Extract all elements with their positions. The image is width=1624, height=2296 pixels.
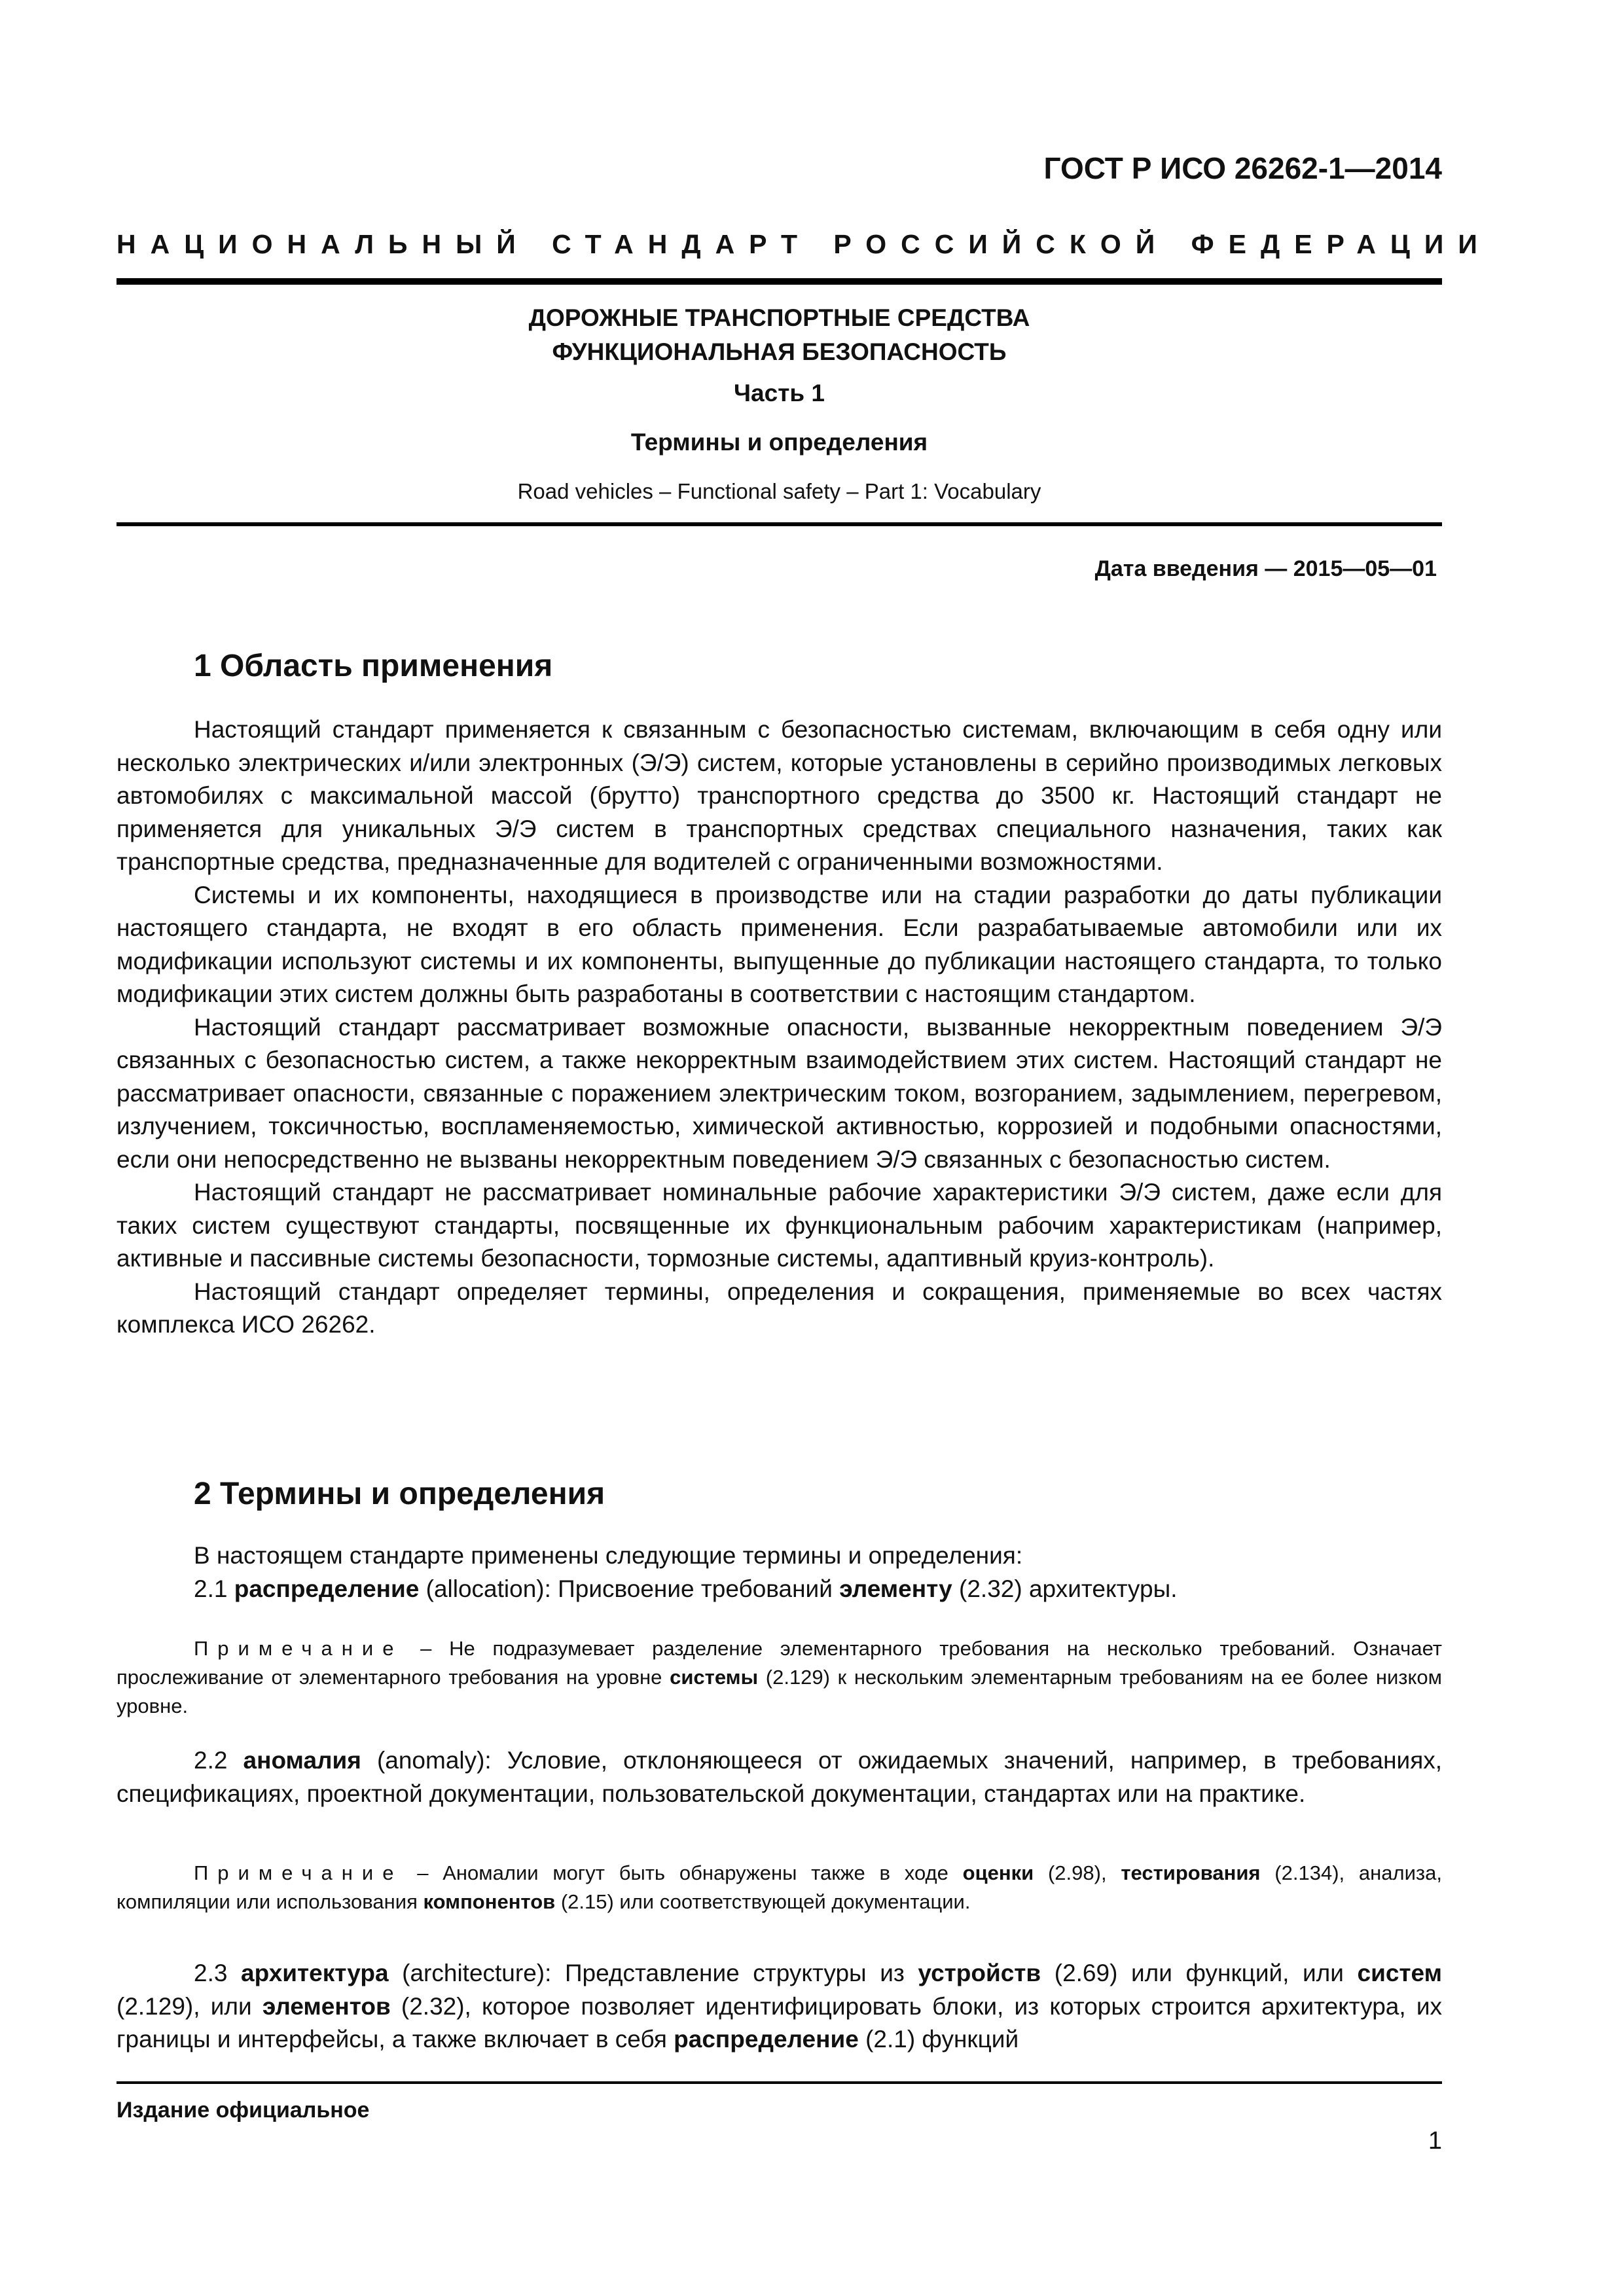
term-2-2 <box>117 1744 1442 1810</box>
term-definition: (anomaly): Условие, отклоняющееся от ожидаемых значений, например, в требованиях, спецификациях, проектной документации, пользовательской документации, стандартах или на практике. <box>117 1747 1443 1807</box>
edition-label: Издание официальное <box>117 2098 370 2123</box>
header-divider <box>117 278 1442 285</box>
term-reference: систем <box>1357 1960 1442 1986</box>
note-text: (2.134), анализа, компиляции или использования <box>117 1861 1442 1913</box>
term-reference: элементу <box>839 1575 952 1602</box>
note-text: – Не подразумевает разделение элементарного требования на несколько требований. Означает прослеживание от элементарного требования на уровне <box>117 1637 1442 1689</box>
scope-paragraph: Настоящий стандарт определяет термины, определения и сокращения, применяемые во всех частях комплекса ИСО 26262. <box>117 1278 1442 1338</box>
note-text: (2.98), <box>1047 1861 1107 1884</box>
note-2-1 <box>117 1634 1442 1721</box>
term-name: аномалия <box>243 1747 361 1774</box>
scope-paragraph: Настоящий стандарт рассматривает возможные опасности, вызванные некорректным поведением Э/Э связанных с безопасностью систем, а также некорректным взаимодействием этих систем. Настоящий стандарт не рассматривает опасности, связанные с поражением электрическим током, возгоранием, задымлением, перегревом, излучением, токсичностью, воспламеняемостью, химической активностью, коррозией и подобными опасностями, если они непосредственно не вызваны некорректным поведением Э/Э связанных с безопасностью систем. <box>117 1013 1442 1173</box>
term-reference: устройств <box>918 1960 1041 1986</box>
note-reference: системы <box>670 1666 759 1689</box>
section-heading-scope: 1 Область применения <box>194 649 553 683</box>
terms-intro-block <box>117 1539 1442 1605</box>
title-divider <box>117 522 1442 526</box>
scope-paragraph: Настоящий стандарт не рассматривает номинальные рабочие характеристики Э/Э систем, даже если для таких систем существуют стандарты, посвященные их функциональным рабочим характеристикам (например, активные и пассивные системы безопасности, тормозные системы, адаптивный круиз-контроль). <box>117 1179 1442 1272</box>
term-definition-tail: (2.32) архитектуры. <box>959 1575 1178 1602</box>
document-title <box>117 301 1442 369</box>
note-2-2 <box>117 1859 1442 1916</box>
term-name: архитектура <box>241 1960 389 1986</box>
term-reference: элементов <box>262 1992 391 2020</box>
term-definition: (2.69) или функций, или <box>1054 1960 1344 1986</box>
footer-divider <box>117 2081 1442 2084</box>
note-text: (2.129) к нескольким элементарным требованиям на ее более низком уровне. <box>117 1666 1442 1717</box>
page-number: 1 <box>1428 2127 1442 2155</box>
section-heading-terms: 2 Термины и определения <box>194 1477 605 1511</box>
english-title: Road vehicles – Functional safety – Part 1: Vocabulary <box>517 479 1041 503</box>
note-reference: оценки <box>962 1861 1034 1884</box>
note-text: (2.15) или соответствующей документации. <box>560 1890 971 1913</box>
scope-paragraph: Настоящий стандарт применяется к связанным с безопасностью системам, включающим в себя одну или несколько электрических и/или электронных (Э/Э) систем, которые установлены в серийно производимых легковых автомобилях с максимальной массой (брутто) транспортного средства до 3500 кг. Настоящий стандарт не применяется для уникальных Э/Э систем в транспортных средствах специального назначения, таких как транспортные средства, предназначенные для водителей с ограниченными возможностями. <box>117 716 1442 875</box>
title-line-2: ФУНКЦИОНАЛЬНАЯ БЕЗОПАСНОСТЬ <box>552 338 1007 365</box>
note-label: Примечание <box>194 1861 403 1884</box>
term-name: распределение <box>234 1575 420 1602</box>
term-definition: (2.129), или <box>117 1992 252 2020</box>
part-label: Часть 1 <box>734 380 825 406</box>
standard-code: ГОСТ Р ИСО 26262-1—2014 <box>1043 151 1442 185</box>
term-definition: (2.1) функций <box>865 2026 1019 2053</box>
term-definition: (2.32), которое позволяет идентифицировать блоки, из которых строится архитектура, их границы и интерфейсы, а также включает в себя <box>117 1992 1443 2053</box>
introduction-date: Дата введения — 2015—05—01 <box>1094 556 1437 581</box>
national-standard-title: НАЦИОНАЛЬНЫЙ СТАНДАРТ РОССИЙСКОЙ ФЕДЕРАЦИИ <box>117 229 1492 259</box>
note-text: – Аномалии могут быть обнаружены также в ходе <box>417 1861 948 1884</box>
term-number: 2.2 <box>194 1747 228 1774</box>
terms-intro-text: В настоящем стандарте применены следующие термины и определения: <box>194 1542 1023 1569</box>
term-number: 2.3 <box>194 1960 228 1986</box>
scope-paragraph: Системы и их компоненты, находящиеся в производстве или на стадии разработки до даты публикации настоящего стандарта, не входят в его область применения. Если разрабатываемые автомобили или их модификации используют системы и их компоненты, выпущенные до публикации настоящего стандарта, то только модификации этих систем должны быть разработаны в соответствии с настоящим стандартом. <box>117 881 1442 1007</box>
term-reference: распределение <box>674 2026 859 2053</box>
term-number: 2.1 <box>194 1575 228 1602</box>
title-line-1: ДОРОЖНЫЕ ТРАНСПОРТНЫЕ СРЕДСТВА <box>528 304 1030 331</box>
term-2-3 <box>117 1957 1442 2056</box>
term-definition: (architecture): Представление структуры из <box>402 1960 905 1986</box>
term-definition: (allocation): Присвоение требований <box>425 1575 833 1602</box>
note-reference: компонентов <box>423 1890 556 1913</box>
document-subtitle: Термины и определения <box>630 429 928 456</box>
term-2-1 <box>117 1573 1442 1606</box>
note-label: Примечание <box>194 1637 403 1660</box>
note-reference: тестирования <box>1121 1861 1261 1884</box>
scope-section-body <box>117 713 1442 1342</box>
